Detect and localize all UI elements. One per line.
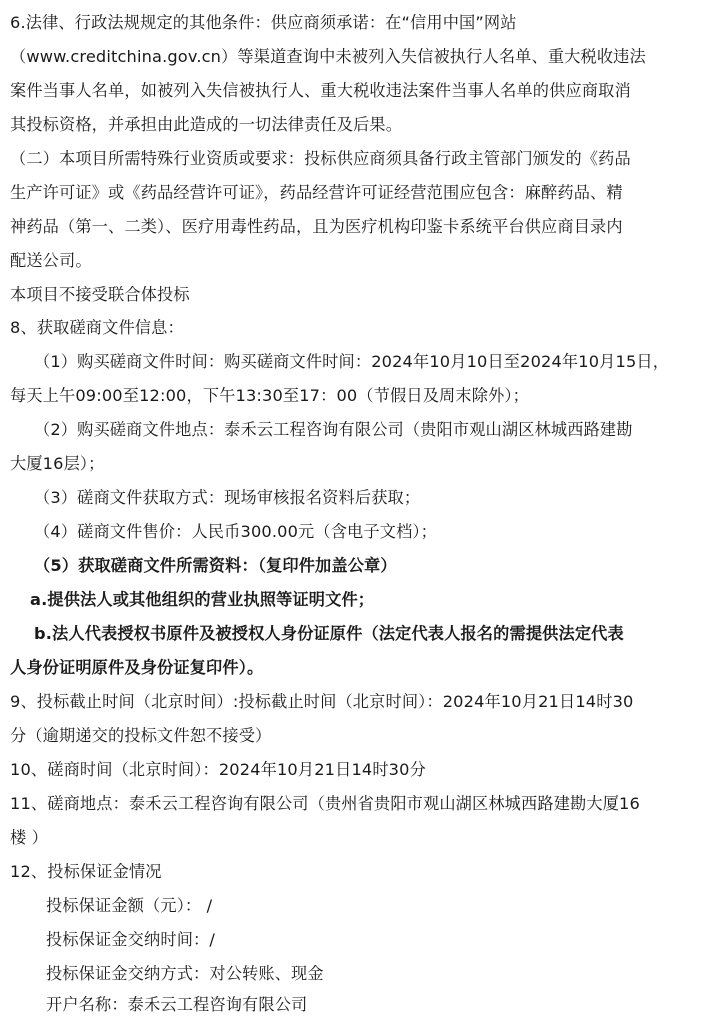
special-qualification-line-2: 生产许可证》或《药品经营许可证》，药品经营许可证经营范围应包含：麻醉药品、精 (10, 183, 623, 202)
acquisition-method: （3）磋商文件获取方式：现场审核报名资料后获取； (34, 488, 421, 507)
bid-deadline-line-2: 分（逾期递交的投标文件恕不接受） (10, 726, 272, 745)
consortium-note: 本项目不接受联合体投标 (10, 285, 190, 304)
consultation-location-line-2: 楼 ） (10, 828, 48, 847)
purchase-location-line-2: 大厦16层）； (10, 454, 105, 473)
bid-bond-payment-time: 投标保证金交纳时间：/ (46, 930, 215, 949)
special-qualification-line-4: 配送公司。 (10, 251, 92, 270)
clause-6-line-2: （www.creditchina.gov.cn）等渠道查询中未被列入失信被执行人名单、重大税收违法 (10, 47, 646, 66)
consultation-time: 10、磋商时间（北京时间）：2024年10月21日14时30分 (10, 760, 426, 779)
bid-bond-heading: 12、投标保证金情况 (10, 862, 162, 881)
clause-6-line-1: 6.法律、行政法规规定的其他条件：供应商须承诺：在“信用中国”网站 (10, 13, 517, 32)
clause-6-line-4: 其投标资格，并承担由此造成的一切法律责任及后果。 (10, 115, 403, 134)
purchase-location-line-1: （2）购买磋商文件地点：泰禾云工程咨询有限公司（贵阳市观山湖区林城西路建勘 (34, 420, 633, 439)
bid-deadline-line-1: 9、投标截止时间（北京时间）:投标截止时间（北京时间）：2024年10月21日14时30 (10, 692, 634, 711)
purchase-time-line-2: 每天上午09:00至12:00，下午13:30至17：00（节假日及周末除外）； (10, 386, 529, 405)
bid-bond-payment-method: 投标保证金交纳方式：对公转账、现金 (46, 964, 324, 983)
required-material-b-line-1: b.法人代表授权书原件及被授权人身份证原件（法定代表人报名的需提供法定代表 (34, 624, 624, 643)
required-material-b-line-2: 人身份证明原件及身份证复印件）。 (10, 658, 264, 677)
section-8-heading: 8、获取磋商文件信息： (10, 318, 184, 337)
special-qualification-line-1: （二）本项目所需特殊行业资质或要求：投标供应商须具备行政主管部门颁发的《药品 (10, 149, 631, 168)
required-material-a: a.提供法人或其他组织的营业执照等证明文件； (30, 590, 375, 609)
consultation-location-line-1: 11、磋商地点：泰禾云工程咨询有限公司（贵州省贵阳市观山湖区林城西路建勘大厦16 (10, 794, 640, 813)
account-name: 开户名称：泰禾云工程咨询有限公司 (46, 995, 308, 1014)
required-materials-heading: （5）获取磋商文件所需资料：（复印件加盖公章） (34, 556, 397, 575)
bid-bond-amount: 投标保证金额（元）： / (46, 896, 213, 915)
document-price: （4）磋商文件售价：人民币300.00元（含电子文档）； (34, 522, 437, 541)
clause-6-line-3: 案件当事人名单，如被列入失信被执行人、重大税收违法案件当事人名单的供应商取消 (10, 81, 631, 100)
special-qualification-line-3: 神药品（第一、二类）、医疗用毒性药品，且为医疗机构印鉴卡系统平台供应商目录内 (10, 217, 623, 236)
purchase-time-line-1: （1）购买磋商文件时间：购买磋商文件时间：2024年10月10日至2024年10月15日， (34, 352, 670, 371)
